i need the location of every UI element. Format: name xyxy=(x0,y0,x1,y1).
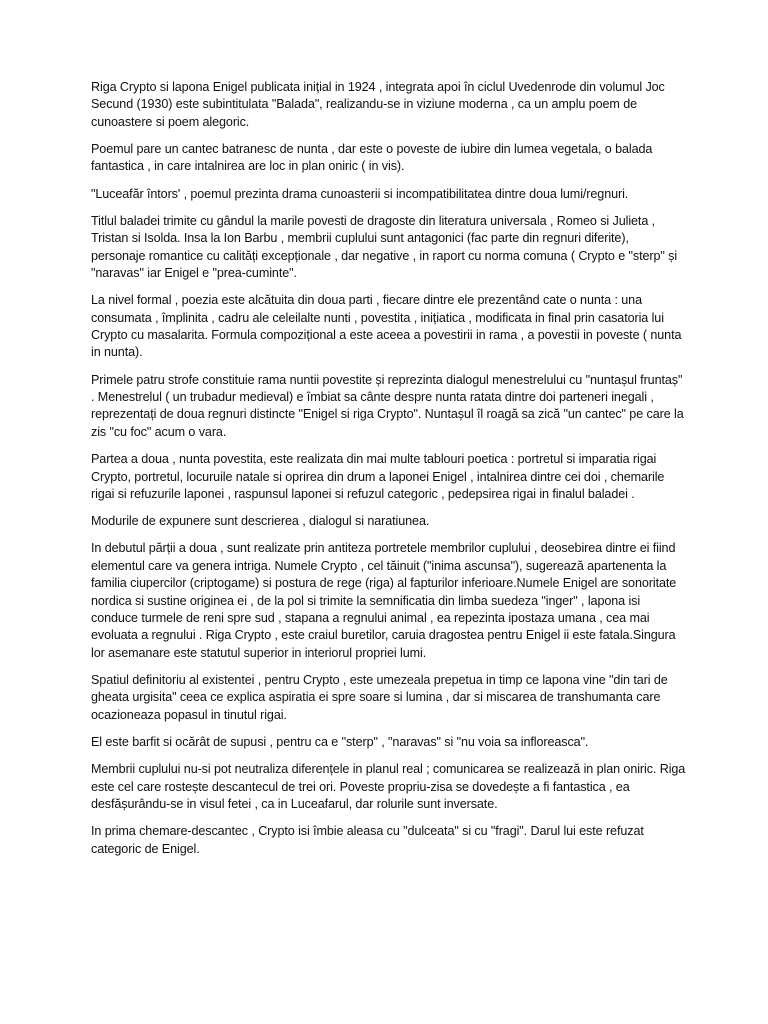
paragraph-luceafar: "Luceafăr întors' , poemul prezinta drama cunoasterii si incompatibilitatea dintre doua lumi/regnuri. xyxy=(91,186,629,201)
paragraph-cantec: Poemul pare un cantec batranesc de nunta , dar este o poveste de iubire din lumea vegetala, o balada fantastica , in care intalnirea are loc in plan oniric ( in vis). xyxy=(91,142,653,174)
paragraph-partea-a-doua: Partea a doua , nunta povestita, este realizata din mai multe tablouri poetica : portretul si imparatia rigai Crypto, portretul, locuruile natale si oprirea din drum a laponei Enigel , intalnirea dintre cei doi , chemarile rigai si refuzurile laponei , raspunsul laponei si refuzul categoric , pedepsirea rigai in finalul baladei . xyxy=(91,452,665,501)
paragraph-intro: Riga Crypto si lapona Enigel publicata inițial in 1924 , integrata apoi în ciclul Uvedenrode din volumul Joc Secund (1930) este subintitulata "Balada", realizandu-se in viziune moderna , ca un amplu poem de cunoastere si poem alegoric. xyxy=(91,80,665,129)
paragraph-spatiul: Spatiul definitoriu al existentei , pentru Crypto , este umezeala prepetua in timp ce lapona vine "din tari de gheata urgisita" ceea ce explica aspiratia ei spre soare si lumina , dar si miscarea de transhumanta care ocazioneaza popasul in tinutul rigai. xyxy=(91,672,668,722)
paragraph-moduri-expunere: Modurile de expunere sunt descrierea , dialogul si naratiunea. xyxy=(91,514,430,529)
paragraph-prima-chemare: In prima chemare-descantec , Crypto isi îmbie aleasa cu "dulceata" si cu "fragi". Darul lui este refuzat categoric de Enigel. xyxy=(91,824,644,856)
paragraph-portrete: In debutul părții a doua , sunt realizate prin antiteza portretele membrilor cuplului , deosebirea dintre ei fiind elementul care va genera intriga. Numele Crypto , cel tăinuit ("inima ascunsa"), sugerează apartenenta la familia ciupercilor (criptogame) si postura de rege (riga) al fapturilor inferioare.Numele Enigel are sonoritate nordica si sustine originea ei , de la pol si trimite la semnificatia din limba suedeza "inger" , lapona isi conduce turmele de reni spre sud , stapana a regnului animal , ea repezinta ipostaza umana , cea mai evoluata a regnului . Riga Crypto , este craiul buretilor, caruia dragostea pentru Enigel ii este fatala.Singura lor asemanare este statutul superior in interiorul propriei lumi. xyxy=(91,541,677,660)
paragraph-nivel-formal: La nivel formal , poezia este alcătuita din doua parti , fiecare dintre ele prezentând cate o nunta : una consumata , împlinita , cadru ale celeilalte nunti , povestita , inițiatica , modificata in final prin casatoria lui Crypto cu masalarita. Formula compozițional a este aceea a povestirii in rama , a povestii in poveste ( nunta in nunta). xyxy=(91,293,682,360)
paragraph-membrii-cuplului: Membrii cuplului nu-si pot neutraliza diferențele in planul real ; comunicarea se realizează in plan oniric. Riga este cel care rostește descantecul de trei ori. Poveste propriu-zisa se dovedește a fi fantastica , ea desfășurându-se in visul fetei , ca in Luceafarul, dar rolurile sunt inversate. xyxy=(91,762,686,811)
paragraph-titlul: Titlul baladei trimite cu gândul la marile povesti de dragoste din literatura universala , Romeo si Julieta , Tristan si Isolda. Insa la Ion Barbu , membrii cuplului sunt antagonici (fac parte din regnuri diferite), personaje romantice cu calități excepționale , dar negative , in raport cu norma comuna ( Crypto e "sterp" și "naravas" iar Enigel e "prea-cuminte". xyxy=(91,213,678,281)
paragraph-barfit: El este barfit si ocărât de supusi , pentru ca e "sterp" , "naravas" si "nu voia sa infloreasca". xyxy=(91,734,589,749)
document-page xyxy=(91,79,686,868)
paragraph-rama: Primele patru strofe constituie rama nuntii povestite și reprezinta dialogul menestrelului cu "nuntașul fruntaș" . Menestrelul ( un trubadur medieval) e îmbiat sa cânte despre nunta ratata dintre doi parteneri inegali , reprezentați de doua regnuri distincte "Enigel si riga Crypto". Nuntașul îl roagă sa zică "un cantec" pe care la zis "cu foc" acum o vara. xyxy=(91,372,684,439)
